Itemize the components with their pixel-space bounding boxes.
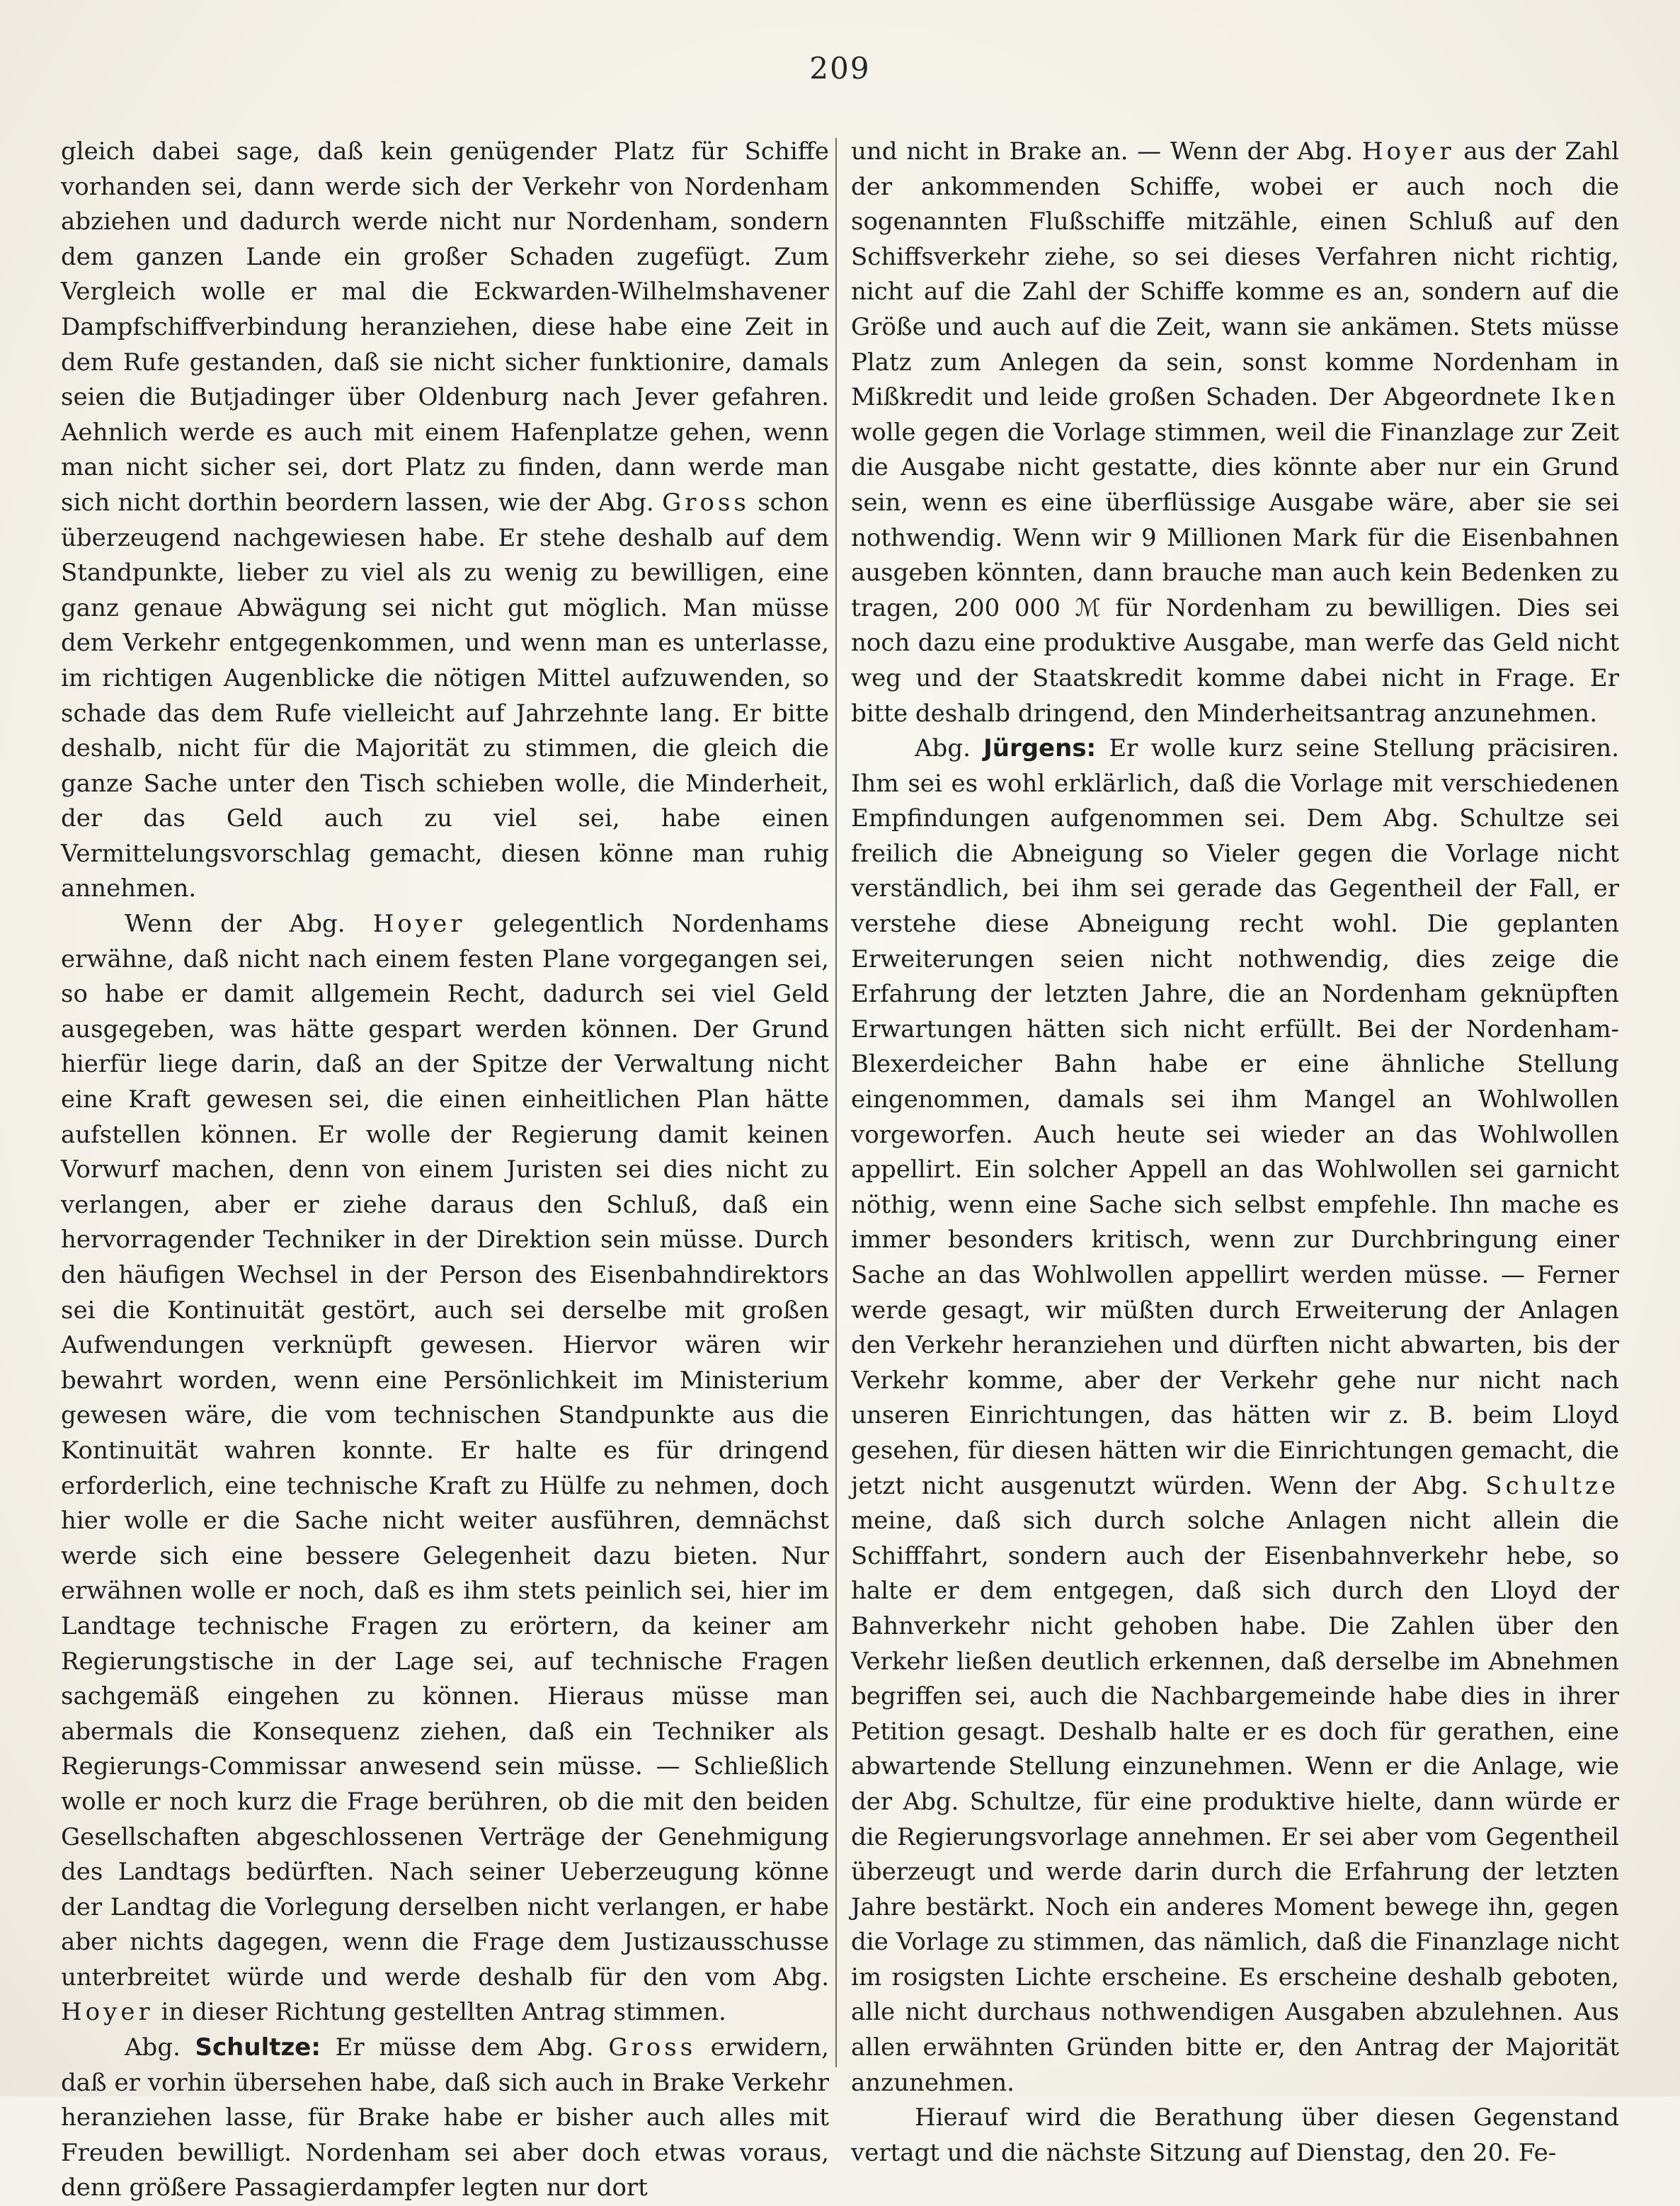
member-name: Hoyer (61, 1998, 154, 2027)
page-number: 209 (809, 51, 871, 86)
member-name: Gross (662, 488, 750, 517)
paragraph (851, 2101, 1619, 2171)
paragraph (851, 731, 1619, 2101)
member-name: Hoyer (372, 910, 466, 939)
column-divider (835, 138, 837, 2067)
paragraph-text: gleich dabei sage, daß kein genügender Platz für Schiffe vorhanden sei, dann werde sich der Verkehr von Nordenham abziehen und dadurch werde nicht nur Nordenham, sondern dem ganzen Lande ein großer Schaden zugefügt. Zum Vergleich wolle er mal die Eckwarden-Wilhelmshavener Dampfschiffverbindung heranziehen, diese habe eine Zeit in dem Rufe gestanden, daß sie nicht sicher funktionire, damals seien die Butjadinger über Oldenburg nach Jever gefahren. Aehnlich werde es auch mit einem Hafenplatze gehen, wenn man nicht sicher sei, dort Platz zu finden, dann werde man sich nicht dorthin beordern lassen, wie der Abg. (61, 137, 829, 517)
paragraph-text: Hierauf wird die Berathung über diesen Gegenstand vertagt und die nächste Sitzung auf Dienstag, den 20. Fe- (851, 2103, 1619, 2167)
right-column (851, 135, 1619, 2171)
paragraph-text: Abg. (915, 734, 971, 763)
speaker-name: Schultze: (195, 2033, 321, 2062)
paragraph-text: aus der Zahl der ankommenden Schiffe, wobei er auch noch die sogenannten Flußschiffe mitzähle, einen Schluß auf den Schiffsverkehr ziehe, so sei dieses Verfahren nicht richtig, nicht auf die Zahl der Schiffe komme es an, sondern auf die Größe und auch auf die Zeit, wann sie ankämen. Stets müsse Platz zum Anlegen da sein, sonst komme Nordenham in Mißkredit und leide großen Schaden. Der Abgeordnete (851, 137, 1619, 412)
paragraph-text: Wenn der Abg. (125, 910, 345, 939)
paragraph-text: meine, daß sich durch solche Anlagen nicht allein die Schifffahrt, sondern auch der Eisenbahnverkehr hebe, so halte er dem entgegen, daß sich durch den Lloyd der Bahnverkehr nicht gehoben habe. Die Zahlen über den Verkehr ließen deutlich erkennen, daß derselbe im Abnehmen begriffen sei, auch die Nachbargemeinde habe dies in ihrer Petition gesagt. Deshalb halte er es doch für gerathen, eine abwartende Stellung einzunehmen. Wenn er die Anlage, wie der Abg. Schultze, für eine produktive hielte, dann würde er die Regierungsvorlage annehmen. Er sei aber vom Gegentheil überzeugt und werde darin durch die Erfahrung der letzten Jahre bestärkt. Noch ein anderes Moment bewege ihn, gegen die Vorlage zu stimmen, das nämlich, daß die Finanzlage nicht im rosigsten Lichte erscheine. Es erscheine deshalb geboten, alle nicht durchaus nothwendigen Ausgaben abzulehnen. Aus allen erwähnten Gründen bitte er, den Antrag der Majorität anzunehmen. (851, 1507, 1619, 2097)
member-name: Schultze (1485, 1471, 1619, 1500)
speaker-name: Jürgens: (983, 734, 1097, 763)
member-name: Hoyer (1361, 137, 1455, 166)
paragraph-text: in dieser Richtung gestellten Antrag stimmen. (161, 1998, 726, 2027)
member-name: Gross (608, 2033, 697, 2062)
paragraph-text: Er müsse dem Abg. (335, 2033, 594, 2062)
paragraph-text: Er wolle kurz seine Stellung präcisiren. Ihm sei es wohl erklärlich, daß die Vorlage mit verschiedenen Empfindungen aufgenommen sei. Dem Abg. Schultze sei freilich die Abneigung so Vieler gegen die Vorlage nicht verständlich, bei ihm sei gerade das Gegentheil der Fall, er verstehe diese Abneigung recht wohl. Die geplanten Erweiterungen seien nicht nothwendig, dies zeige die Erfahrung der letzten Jahre, die an Nordenham geknüpften Erwartungen hätten sich nicht erfüllt. Bei der Nordenham-Blexerdeicher Bahn habe er eine ähnliche Stellung eingenommen, damals sei ihm Mangel an Wohlwollen vorgeworfen. Auch heute sei wieder an das Wohlwollen appellirt. Ein solcher Appell an das Wohlwollen sei garnicht nöthig, wenn eine Sache sich selbst empfehle. Ihn mache es immer besonders kritisch, wenn zur Durchbringung einer Sache an das Wohlwollen appellirt werden müsse. — Ferner werde gesagt, wir müßten durch Erweiterung der Anlagen den Verkehr heranziehen und dürften nicht abwarten, bis der Verkehr komme, aber der Verkehr gehe nur nicht nach unseren Einrichtungen, das hätten wir z. B. beim Lloyd gesehen, für diesen hätten wir die Einrichtungen gemacht, die jetzt nicht ausgenutzt würden. Wenn der Abg. (851, 734, 1619, 1500)
paragraph-text: schon überzeugend nachgewiesen habe. Er stehe deshalb auf dem Standpunkte, lieber zu viel als zu wenig zu bewilligen, eine ganz genaue Abwägung sei nicht gut möglich. Man müsse dem Verkehr entgegenkommen, und wenn man es unterlasse, im richtigen Augenblicke die nötigen Mittel aufzuwenden, so schade das dem Rufe vielleicht auf Jahrzehnte lang. Er bitte deshalb, nicht für die Majorität zu stimmen, die gleich die ganze Sache unter den Tisch schieben wolle, die Minderheit, der das Geld auch zu viel sei, habe einen Vermittelungsvorschlag gemacht, diesen könne man ruhig annehmen. (61, 488, 829, 903)
paragraph-text: wolle gegen die Vorlage stimmen, weil die Finanzlage zur Zeit die Ausgabe nicht gestatte, dies könnte aber nur ein Grund sein, wenn es eine überflüssige Ausgabe wäre, aber sie sei nothwendig. Wenn wir 9 Millionen Mark für die Eisenbahnen ausgeben könnten, dann brauche man auch kein Bedenken zu tragen, 200 000 ℳ für Nordenham zu bewilligen. Dies sei noch dazu eine produktive Ausgabe, man werfe das Geld nicht weg und der Staatskredit komme dabei nicht in Frage. Er bitte deshalb dringend, den Minderheitsantrag anzunehmen. (851, 418, 1619, 728)
paragraph (61, 2030, 829, 2206)
paragraph-text: und nicht in Brake an. — Wenn der Abg. (851, 137, 1354, 166)
paragraph (61, 907, 829, 2030)
paragraph-text: erwidern, daß er vorhin übersehen habe, daß sich auch in Brake Verkehr heranziehen lasse, für Brake habe er bisher auch alles mit Freuden bewilligt. Nordenham sei aber doch etwas voraus, denn größere Passagierdampfer legten nur dort (61, 2033, 829, 2202)
member-name: Iken (1550, 383, 1619, 412)
paragraph-text: Abg. (125, 2033, 181, 2062)
paragraph-text: gelegentlich Nordenhams erwähne, daß nicht nach einem festen Plane vorgegangen sei, so habe er damit allgemein Recht, dadurch sei viel Geld ausgegeben, was hätte gespart werden können. Der Grund hierfür liege darin, daß an der Spitze der Verwaltung nicht eine Kraft gewesen sei, die einen einheitlichen Plan hätte aufstellen können. Er wolle der Regierung damit keinen Vorwurf machen, denn von einem Juristen sei dies nicht zu verlangen, aber er ziehe daraus den Schluß, daß ein hervorragender Techniker in der Direktion sein müsse. Durch den häufigen Wechsel in der Person des Eisenbahndirektors sei die Kontinuität gestört, auch sei derselbe mit großen Aufwendungen verknüpft gewesen. Hiervor wären wir bewahrt worden, wenn eine Persönlichkeit im Ministerium gewesen wäre, die vom technischen Standpunkte aus die Kontinuität wahren konnte. Er halte es für dringend erforderlich, eine technische Kraft zu Hülfe zu nehmen, doch hier wolle er die Sache nicht weiter ausführen, demnächst werde sich eine bessere Gelegenheit dazu bieten. Nur erwähnen wolle er noch, daß es ihm stets peinlich sei, hier im Landtage technische Fragen zu erörtern, da keiner am Regierungstische in der Lage sei, auf technische Fragen sachgemäß eingehen zu können. Hieraus müsse man abermals die Konsequenz ziehen, daß ein Techniker als Regierungs-Commissar anwesend sein müsse. — Schließlich wolle er noch kurz die Frage berühren, ob die mit den beiden Gesellschaften abgeschlossenen Verträge der Genehmigung des Landtags bedürften. Nach seiner Ueberzeugung könne der Landtag die Vorlegung derselben nicht verlangen, er habe aber nichts dagegen, wenn die Frage dem Justizausschusse unterbreitet würde und werde deshalb für den vom Abg. (61, 910, 830, 1991)
paragraph (61, 135, 829, 907)
left-column (61, 135, 829, 2206)
paragraph (851, 135, 1619, 731)
